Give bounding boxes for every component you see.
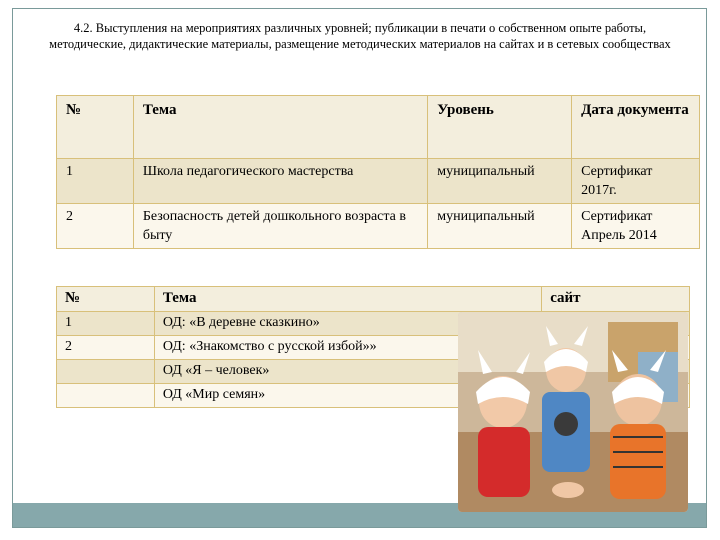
cell-topic: ОД «Я – человек» [154,360,541,384]
col-site-header: сайт [542,287,690,312]
cell-date: Сертификат Апрель 2014 [572,204,700,249]
cell-topic: ОД: «Знакомство с русской избой»» [154,336,541,360]
slide-heading: 4.2. Выступления на мероприятиях различных уровней; публикации в печати о собственном опыте работы, методические, дидактические материалы, размещение методических материалов на сайтах и в сетевых сообществах [49,21,671,51]
table-header-row [57,96,700,159]
children-photo-icon [458,312,688,512]
cell-topic: ОД: «В деревне сказкино» [154,312,541,336]
cell-number: 1 [57,159,134,204]
table-row [57,159,700,204]
cell-number: 2 [57,204,134,249]
cell-topic: ОД «Мир семян» [154,384,541,408]
cell-number [57,384,155,408]
cell-number [57,360,155,384]
col-number-header: № [57,287,155,312]
table-header-row [57,287,690,312]
col-topic-header: Тема [154,287,541,312]
col-topic-header: Тема [133,96,427,159]
children-photo [458,312,688,512]
col-number-header: № [57,96,134,159]
cell-topic: Безопасность детей дошкольного возраста в быту [133,204,427,249]
cell-number: 1 [57,312,155,336]
table-row [57,204,700,249]
cell-level: муниципальный [428,159,572,204]
cell-number: 2 [57,336,155,360]
cell-topic: Школа педагогического мастерства [133,159,427,204]
col-level-header: Уровень [428,96,572,159]
performances-table [56,95,700,249]
col-date-header: Дата документа [572,96,700,159]
cell-level: муниципальный [428,204,572,249]
cell-date: Сертификат 2017г. [572,159,700,204]
